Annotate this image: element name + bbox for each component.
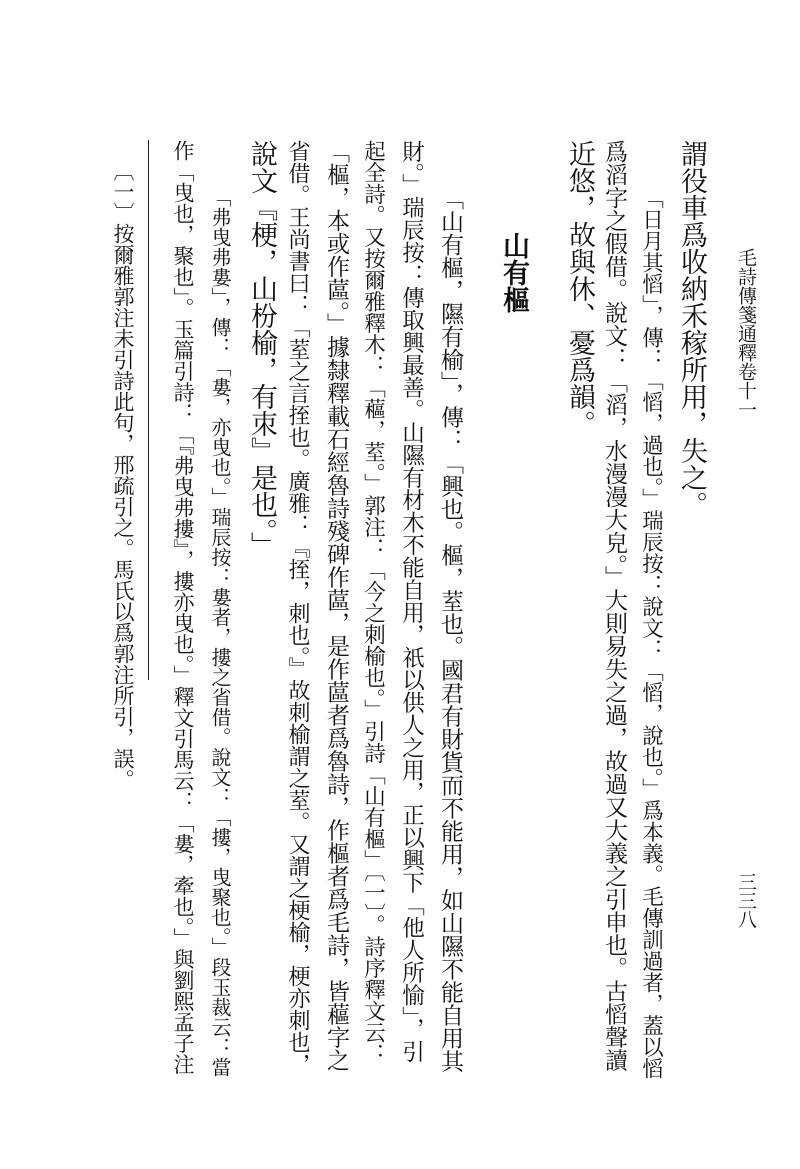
text-column-8: 「樞，本或作蓲。」據隸釋載石經魯詩殘碑作蓲，是作蓲者爲魯詩，作樞者爲毛詩，皆藲字之 [323,140,349,1072]
section-title: 山有樞 [498,232,529,313]
text-column-12: 作「曳也，聚也」。玉篇引詩：「『弗曳弗摟』，摟亦曳也。」釋文引馬云：「婁，牽也。」與劉熙孟子注 [171,140,195,1075]
text-column-2: 「日月其慆」，傳：「慆，過也。」瑞辰按：說文：「慆，說也。」爲本義。毛傳訓過者，蓋以慆 [638,187,664,1080]
footnote: 〔一〕按爾雅郭注未引詩此句，邢疏引之。馬氏以爲郭注所引，誤。 [111,160,135,790]
running-head: 毛詩傳箋通釋卷十一 [735,248,757,419]
text-column-9: 省借。王尚書曰：「荎之言挃也。廣雅：『挃，刺也。』故刺榆謂之荎。又謂之梗榆，梗亦刺也， [285,140,310,1075]
page-number: 三三八 [735,872,757,929]
text-column-3: 爲滔字之假借。說文：「滔，水漫漫大皃。」大則易失之過，故過又大義之引申也。古慆聲讀 [601,140,627,1072]
text-column-5: 「山有樞，隰有榆」，傳：「興也。樞，荎也。國君有財貨而不能用，如山隰不能自用其 [437,187,463,1073]
text-column-11: 「弗曳弗婁」，傳：「婁，亦曳也。」瑞辰按：婁者，摟之省借。說文：「摟，曳聚也。」段玉裁云：當 [208,187,232,1077]
text-column-6: 財。」瑞辰按：傳取興最善。山隰有材木不能自用，祇以供人之用，正以興下「他人所愉」，引 [398,140,425,1063]
text-column-7: 起全詩。又按爾雅釋木：「藲，荎。」郭注：「今之刺榆也。」引詩「山有樞」〔一〕。詩序釋文云： [360,140,386,1065]
footnote-divider [148,140,149,680]
text-column-4: 近悠，故與休、憂爲韻。 [564,140,595,437]
text-column-1: 謂役車爲收納禾稼所用，失之。 [676,140,707,518]
text-column-10: 說文『梗，山枌榆，有朿』是也。」 [246,140,277,559]
